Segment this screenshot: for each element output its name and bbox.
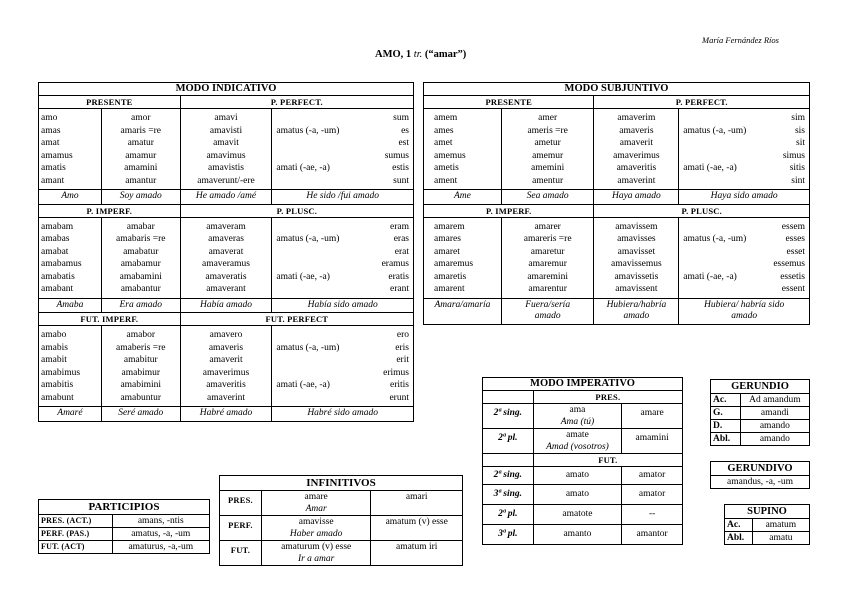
ger-case: Abl. [711,433,741,446]
ind-perfecto-label: P. PERFECT. [180,96,413,109]
ind-presente-passive: amor amaris =re amatur amamur amamini amantur [101,109,180,190]
imp-fut-label: FUT. [533,454,682,467]
ger-case: Ac. [711,394,741,407]
title-lemma: AMO, 1 [375,49,412,60]
subj-plusc-tr-passive: Hubiera/ habría sido amado [679,298,810,324]
gerundivo-form: amandus, -a, -um [711,476,810,489]
inf-active: amavisse Haber amado [261,516,371,541]
imp-fut-passive: amator [622,485,683,505]
ger-form: amando [740,433,809,446]
subj-presente-tr-active: Ame [424,190,502,205]
ind-futuro-active: amabo amabis amabit amabimus amabitis amabunt [39,326,102,407]
infinitivos-table [219,475,463,566]
imp-fut-passive: amantor [622,525,683,545]
gerundio-header: GERUNDIO [711,380,810,394]
sup-form: amatu [752,532,809,545]
subj-presente-label: PRESENTE [424,96,594,109]
subjuntivo-table [423,82,810,325]
ind-futperf-active: amavero amaveris amaverit amaverimus amaveritis amaverint [180,326,272,407]
ind-plusc-label: P. PLUSC. [180,204,413,217]
sup-form: amatum [752,519,809,532]
ger-form: amandi [740,407,809,420]
part-label: FUT. (ACT) [39,541,113,554]
imp-fut-passive: -- [622,505,683,525]
imp-fut-active: amanto [533,525,622,545]
gerundivo-table [710,461,810,489]
imperativo-header: MODO IMPERATIVO [483,378,683,391]
imp-fut-passive: amator [622,467,683,485]
inf-passive: amatum iri [371,541,463,566]
page-title [375,49,466,60]
ind-imperfecto-tr-active: Amaba [39,298,102,313]
imp-fut-person: 3ª pl. [483,525,534,545]
subj-plusc-passive: essem amatus (-a, -um) esses esset essemus amati (-ae, -a) essetis essent [679,217,810,298]
ger-form: Ad amandum [740,394,809,407]
imp-fut-person: 2ª pl. [483,505,534,525]
indicativo-header: MODO INDICATIVO [39,83,414,96]
inf-active: amaturum (v) esse Ir a amar [261,541,371,566]
imp-fut-person: 3ª sing. [483,485,534,505]
ind-perfecto-tr-passive: He sido /fui amado [272,190,414,205]
subj-presente-tr-passive: Sea amado [501,190,594,205]
part-value: amans, -ntis [112,515,209,528]
subj-plusc-label: P. PLUSC. [594,204,810,217]
subj-imperfecto-label: P. IMPERF. [424,204,594,217]
inf-label: PERF. [220,516,262,541]
subj-perfecto-tr-passive: Haya sido amado [679,190,810,205]
imp-fut-active: amatote [533,505,622,525]
ind-futperf-tr-passive: Habré sido amado [272,407,414,422]
ind-futuro-tr-passive: Seré amado [101,407,180,422]
inf-passive: amatum (v) esse [371,516,463,541]
infinitivos-header: INFINITIVOS [220,476,463,491]
ind-futperf-tr-active: Habré amado [180,407,272,422]
gerundivo-header: GERUNDIVO [711,462,810,476]
ind-imperfecto-label: P. IMPERF. [39,204,181,217]
subj-perfecto-label: P. PERFECT. [594,96,810,109]
inf-label: PRES. [220,491,262,516]
imp-fut-active: amato [533,467,622,485]
ind-imperfecto-passive: amabar amabaris =re amabatur amabamur amabamini amabantur [101,217,180,298]
inf-passive: amari [371,491,463,516]
subj-imperfecto-tr-passive: Fuera/sería amado [501,298,594,324]
ind-presente-active: amo amas amat amamus amatis amant [39,109,102,190]
supino-header: SUPINO [725,505,810,519]
ger-form: amando [740,420,809,433]
subjuntivo-header: MODO SUBJUNTIVO [424,83,810,96]
subj-perfecto-active: amaverim amaveris amaverit amaverimus amaveritis amaverint [594,109,679,190]
subj-plusc-active: amavissem amavisses amavisset amavissemus amavissetis amavissent [594,217,679,298]
ind-futperf-passive: ero amatus (-a, -um) eris erit erimus amati (-ae, -a) eritis erunt [272,326,414,407]
participios-table [38,499,210,554]
subj-imperfecto-active: amarem amares amaret amaremus amaretis amarent [424,217,502,298]
ind-plusc-tr-active: Había amado [180,298,272,313]
title-gloss: (“amar”) [424,49,467,60]
subj-imperfecto-tr-active: Amara/amaría [424,298,502,324]
supino-table [724,504,810,545]
gerundio-table [710,379,810,446]
imp-fut-active: amato [533,485,622,505]
imp-pres-person: 2ª pl. [483,429,534,454]
imp-pres-label: PRES. [533,391,682,404]
ind-presente-tr-passive: Soy amado [101,190,180,205]
ind-imperfecto-active: amabam amabas amabat amabamus amabatis amabant [39,217,102,298]
subj-perfecto-tr-active: Haya amado [594,190,679,205]
participios-header: PARTICIPIOS [39,500,210,515]
ind-perfecto-active: amavi amavisti amavit amavimus amavistis amaverunt/-ere [180,109,272,190]
author: María Fernández Ríos [702,35,779,45]
imperativo-table [482,377,683,545]
inf-active: amare Amar [261,491,371,516]
imp-pres-passive: amare [622,404,683,429]
imp-pres-active: amate Amad (vosotros) [533,429,622,454]
ind-futuro-passive: amabor amaberis =re amabitur amabimur amabimini amabuntur [101,326,180,407]
imp-pres-person: 2ª sing. [483,404,534,429]
subj-presente-active: amem ames amet amemus ametis ament [424,109,502,190]
ind-futuro-label: FUT. IMPERF. [39,313,181,326]
ind-plusc-active: amaveram amaveras amaverat amaveramus amaveratis amaverant [180,217,272,298]
ind-plusc-tr-passive: Había sido amado [272,298,414,313]
ind-futuro-tr-active: Amaré [39,407,102,422]
ind-perfecto-passive: sum amatus (-a, -um) es est sumus amati (-ae, -a) estis sunt [272,109,414,190]
part-label: PRES. (ACT.) [39,515,113,528]
imp-fut-person: 2ª sing. [483,467,534,485]
ind-presente-label: PRESENTE [39,96,181,109]
sup-case: Abl. [725,532,753,545]
subj-plusc-tr-active: Hubiera/habría amado [594,298,679,324]
ind-imperfecto-tr-passive: Era amado [101,298,180,313]
imp-pres-passive: amamini [622,429,683,454]
part-value: amaturus, -a,-um [112,541,209,554]
ind-presente-tr-active: Amo [39,190,102,205]
subj-presente-passive: amer ameris =re ametur amemur amemini amentur [501,109,594,190]
subj-perfecto-passive: sim amatus (-a, -um) sis sit simus amati (-ae, -a) sitis sint [679,109,810,190]
ind-futperf-label: FUT. PERFECT [180,313,413,326]
sup-case: Ac. [725,519,753,532]
part-value: amatus, -a, -um [112,528,209,541]
ind-plusc-passive: eram amatus (-a, -um) eras erat eramus amati (-ae, -a) eratis erant [272,217,414,298]
ger-case: D. [711,420,741,433]
title-abbr: tr. [413,49,423,60]
subj-imperfecto-passive: amarer amareris =re amaretur amaremur amaremini amarentur [501,217,594,298]
ind-perfecto-tr-active: He amado /amé [180,190,272,205]
imp-pres-active: ama Ama (tú) [533,404,622,429]
ger-case: G. [711,407,741,420]
part-label: PERF. (PAS.) [39,528,113,541]
indicativo-table [38,82,414,422]
inf-label: FUT. [220,541,262,566]
